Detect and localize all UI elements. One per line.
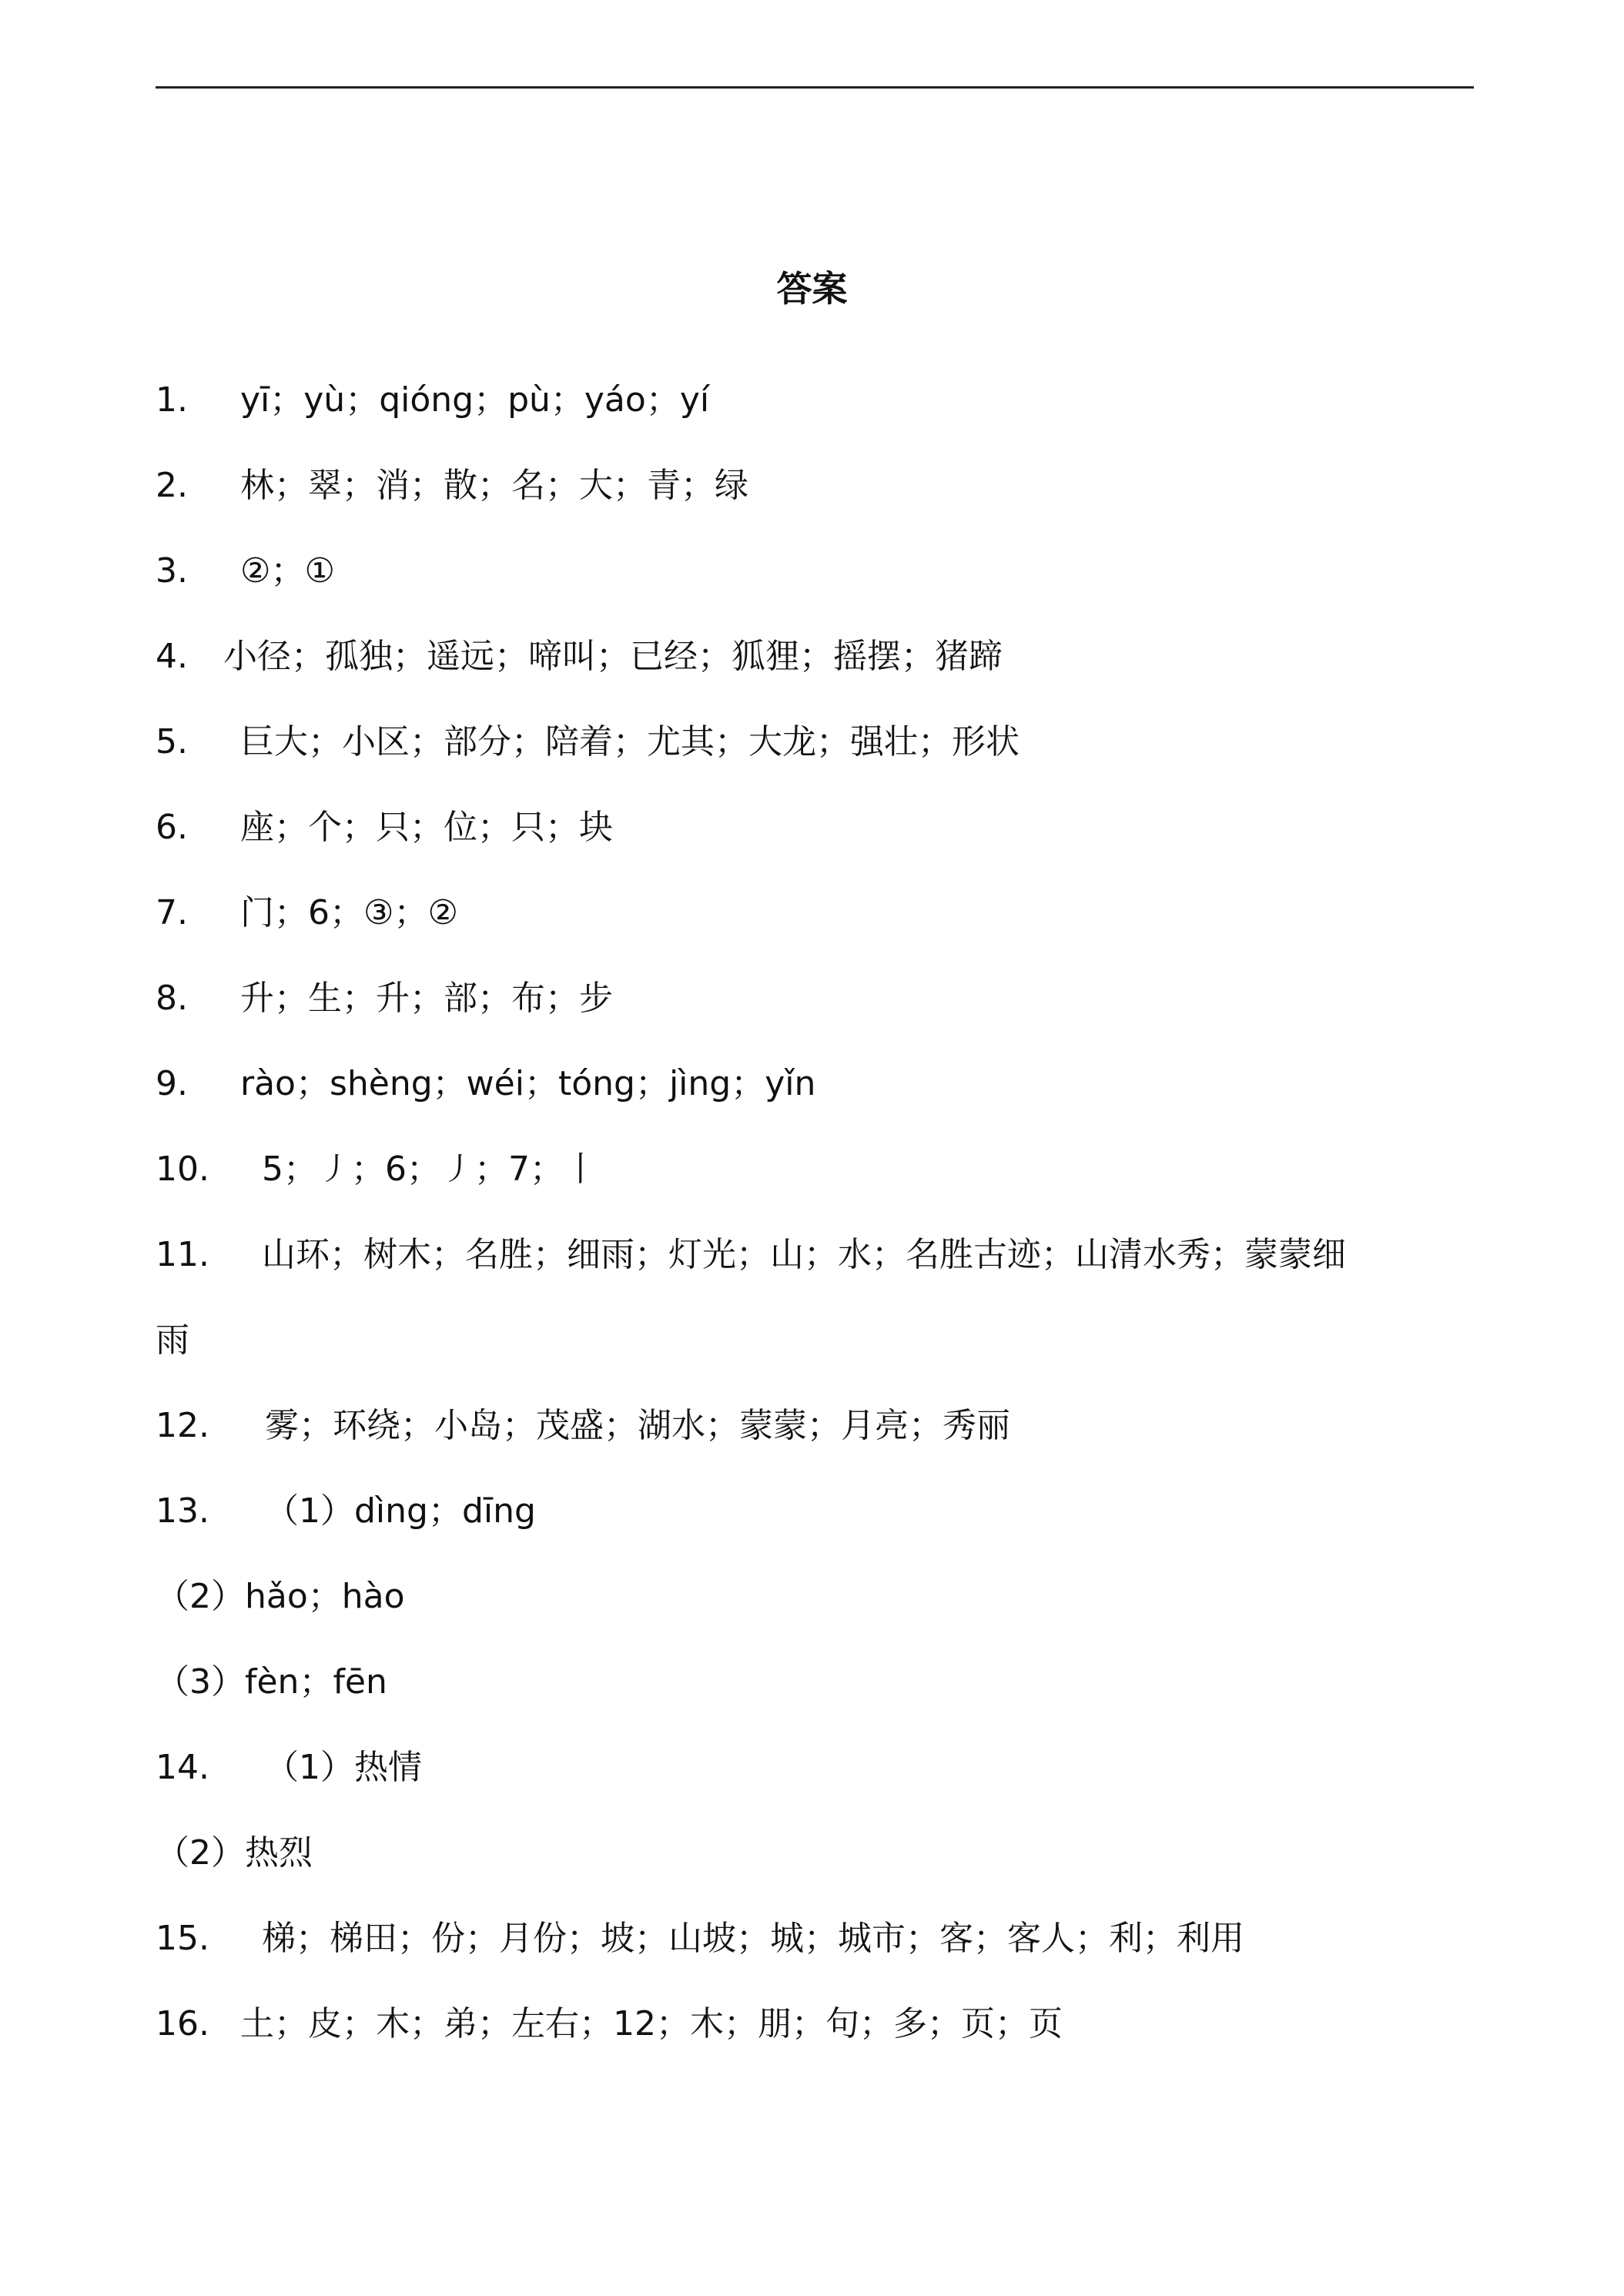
- header-rule: [156, 86, 1474, 89]
- answer-text: yī；yù；qióng；pù；yáo；yí: [240, 380, 710, 420]
- answer-number: 4.: [156, 637, 188, 676]
- answer-text: 门；6；③；②: [240, 893, 458, 932]
- answer-item-13-sub-3: [156, 1659, 1474, 1745]
- answer-item-11-continuation: [156, 1317, 1474, 1403]
- answer-number: 10.: [156, 1150, 209, 1189]
- answer-item-15: [156, 1916, 1474, 2001]
- answer-text: 梯；梯田；份；月份；坡；山坡；城；城市；客；客人；利；利用: [262, 1919, 1244, 1958]
- answer-item-11: [156, 1232, 1474, 1317]
- answer-subtext: （2）hǎo；hào: [156, 1577, 405, 1616]
- answer-text: ②；①: [240, 551, 335, 591]
- answer-text: 5；㇓；6；㇓；7；丨: [262, 1150, 598, 1189]
- answer-list: [156, 377, 1474, 2087]
- answer-text: rào；shèng；wéi；tóng；jìng；yǐn: [240, 1064, 816, 1103]
- answer-text: 小径；孤独；遥远；啼叫；已经；狐狸；摇摆；猪蹄: [223, 637, 1003, 676]
- answer-number: 13.: [156, 1491, 209, 1531]
- answer-number: 16.: [156, 2004, 209, 2043]
- answer-item-4: [156, 634, 1474, 719]
- answer-number: 12.: [156, 1406, 209, 1445]
- answer-text-continuation: 雨: [156, 1320, 189, 1360]
- answer-item-1: [156, 377, 1474, 463]
- answer-text: 雾；环绕；小岛；茂盛；湖水；蒙蒙；月亮；秀丽: [265, 1406, 1010, 1445]
- answer-item-16: [156, 2001, 1474, 2087]
- answer-text: （1）dìng；dīng: [265, 1491, 536, 1531]
- answer-text: 巨大；小区；部分；陪着；尤其；大龙；强壮；形状: [240, 722, 1020, 761]
- answer-number: 3.: [156, 551, 188, 591]
- answer-text: （1）热情: [265, 1748, 422, 1787]
- answer-text: 山环；树木；名胜；细雨；灯光；山；水；名胜古迹；山清水秀；蒙蒙细: [262, 1235, 1346, 1274]
- answer-item-10: [156, 1146, 1474, 1232]
- answer-number: 11.: [156, 1235, 209, 1274]
- answer-item-5: [156, 719, 1474, 805]
- answer-number: 6.: [156, 808, 188, 847]
- answer-text: 座；个；只；位；只；块: [240, 808, 613, 847]
- answer-text: 林；翠；消；散；名；大；青；绿: [240, 466, 748, 505]
- answer-number: 8.: [156, 979, 188, 1018]
- answer-item-14: [156, 1745, 1474, 1830]
- answer-number: 14.: [156, 1748, 209, 1787]
- answer-subtext: （2）热烈: [156, 1833, 313, 1873]
- answer-number: 2.: [156, 466, 188, 505]
- answer-item-9: [156, 1061, 1474, 1146]
- answer-item-7: [156, 890, 1474, 976]
- answer-item-14-sub-2: [156, 1830, 1474, 1916]
- answer-number: 5.: [156, 722, 188, 761]
- answer-text: 升；生；升；部；布；步: [240, 979, 613, 1018]
- answer-item-8: [156, 976, 1474, 1061]
- answer-number: 1.: [156, 380, 188, 420]
- answer-number: 15.: [156, 1919, 209, 1958]
- answer-text: 土；皮；木；弟；左右；12；木；朋；句；多；页；页: [240, 2004, 1063, 2043]
- answer-number: 9.: [156, 1064, 188, 1103]
- answer-item-13-sub-2: [156, 1574, 1474, 1659]
- answer-item-6: [156, 805, 1474, 890]
- page-title: 答案: [776, 268, 848, 310]
- answer-item-2: [156, 463, 1474, 548]
- answer-item-13: [156, 1488, 1474, 1574]
- answer-item-3: [156, 548, 1474, 634]
- answer-number: 7.: [156, 893, 188, 932]
- answer-subtext: （3）fèn；fēn: [156, 1662, 387, 1702]
- answer-item-12: [156, 1403, 1474, 1488]
